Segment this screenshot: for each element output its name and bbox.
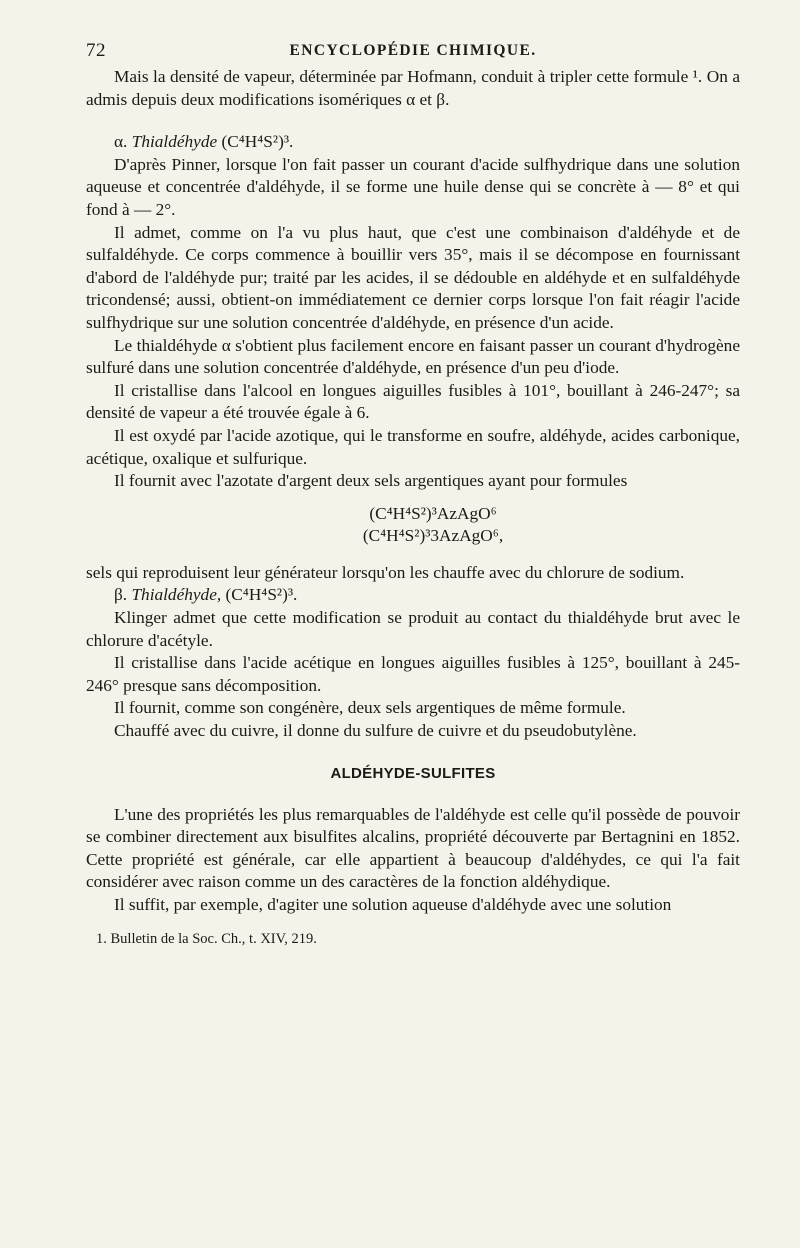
running-title: ENCYCLOPÉDIE CHIMIQUE. <box>289 42 537 59</box>
page-header <box>86 40 740 66</box>
paragraph-silver-salts: Il fournit avec l'azotate d'argent deux sels argentiques ayant pour formules <box>114 471 628 491</box>
paragraph-density: Mais la densité de vapeur, déterminée par Hofmann, conduit à tripler cette formule ¹. On a admis depuis deux modifications isomériques α et β. <box>86 67 740 109</box>
paragraph-oxidation: Il est oxydé par l'acide azotique, qui le transforme en soufre, aldéhyde, acides carbonique, acétique, oxalique et sulfurique. <box>86 425 740 468</box>
beta-thialdehyde-heading <box>86 584 740 607</box>
paragraph-agitate: Il suffit, par exemple, d'agiter une solution aqueuse d'aldéhyde avec une solution <box>114 895 672 914</box>
alpha-heading-prefix: α. <box>114 132 132 152</box>
silver-salt-formulas <box>86 503 740 548</box>
alpha-heading-formula: (C⁴H⁴S²)³. <box>217 132 294 152</box>
paragraph-klinger: Klinger admet que cette modification se produit au contact du thialdéhyde brut avec le chlorure d'acétyle. <box>86 608 740 650</box>
paragraph-hydrogen-sulfide: Le thialdéhyde α s'obtient plus facilement encore en faisant passer un courant d'hydrogène sulfuré dans une solution concentrée d'aldéhyde, en présence d'un peu d'iode. <box>86 335 740 378</box>
beta-heading-prefix: β. <box>114 585 132 605</box>
paragraph-congener: Il fournit, comme son congénère, deux sels argentiques de même formule. <box>114 698 626 718</box>
alpha-heading-name: Thialdéhyde <box>131 132 218 152</box>
page-number: 72 <box>86 40 106 61</box>
footnote: 1. Bulletin de la Soc. Ch., t. XIV, 219. <box>96 930 317 947</box>
paragraph-crystallization-alpha: Il cristallise dans l'alcool en longues aiguilles fusibles à 101°, bouillant à 246-247°; sa densité de vapeur a été trouvée égale à 6. <box>86 380 740 423</box>
paragraph-salts-continuation: sels qui reproduisent leur générateur lorsqu'on les chauffe avec du chlorure de sodium. <box>86 562 685 582</box>
beta-heading-formula: (C⁴H⁴S²)³. <box>221 585 298 605</box>
alpha-thialdehyde-heading <box>86 131 740 154</box>
formula-1: (C⁴H⁴S²)³AzAgO⁶ <box>369 503 497 523</box>
formula-2: (C⁴H⁴S²)³3AzAgO⁶, <box>362 526 504 546</box>
paragraph-copper: Chauffé avec du cuivre, il donne du sulfure de cuivre et du pseudobutylène. <box>114 721 637 741</box>
page-body <box>86 66 740 949</box>
footnote-spacer <box>86 917 740 929</box>
paragraph-pinner: D'après Pinner, lorsque l'on fait passer un courant d'acide sulfhydrique dans une solution aqueuse et concentrée d'aldéhyde, il se forme une huile dense qui se concrète à — 8° et qui fond à — 2°. <box>86 154 740 219</box>
beta-heading-name: Thialdéhyde, <box>131 585 222 605</box>
paragraph-crystallization-beta: Il cristallise dans l'acide acétique en longues aiguilles fusibles à 125°, bouillant à 245-246° presque sans décomposition. <box>86 653 740 695</box>
section-heading-aldehyde-sulfites: ALDÉHYDE-SULFITES <box>330 764 496 782</box>
paragraph-combination: Il admet, comme on l'a vu plus haut, que c'est une combinaison d'aldéhyde et de sulfaldéhyde. Ce corps commence à bouillir vers 35°, mais il se décompose en fournissant d'abord de l'aldéhyde pur; traité par les acides, il se dédouble en aldéhyde et en sulfaldéhyde tricondensé; aussi, obtient-on immédiatement ce dernier corps lorsque l'on fait réagir l'acide sulfhydrique sur une solution concentrée d'aldéhyde, en présence d'un acide. <box>86 222 740 332</box>
paragraph-bisulfites: L'une des propriétés les plus remarquables de l'aldéhyde est celle qu'il possède de pouvoir se combiner directement aux bisulfites alcalins, propriété découverte par Bertagnini en 1852. Cette propriété est générale, car elle appartient à beaucoup d'aldéhydes, ce qui l'a fait considérer avec raison comme un des caractères de la fonction aldéhydique. <box>86 804 740 892</box>
